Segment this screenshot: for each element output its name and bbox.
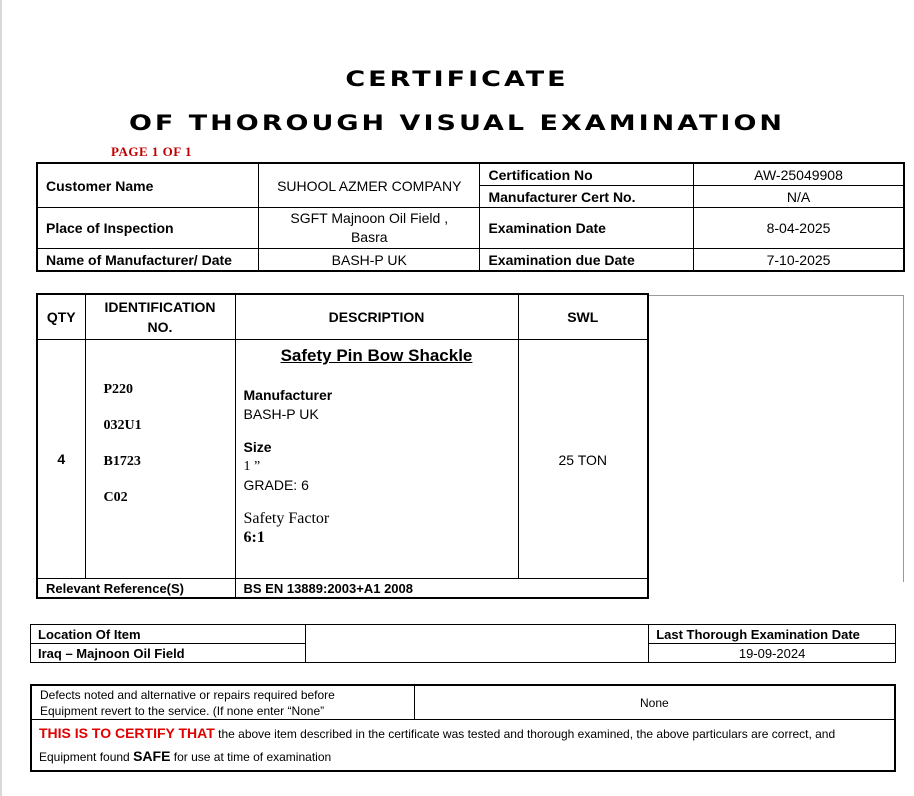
examination-due-date-label: Examination due Date	[480, 249, 694, 272]
item-title: Safety Pin Bow Shackle	[280, 346, 473, 365]
examination-due-date-value: 7-10-2025	[694, 249, 904, 272]
location-value: Iraq – Majnoon Oil Field	[31, 644, 306, 663]
last-exam-label: Last Thorough Examination Date	[649, 625, 896, 644]
certification-no-value: AW-25049908	[694, 163, 904, 186]
certification-statement	[31, 720, 895, 772]
customer-name-label: Customer Name	[37, 163, 259, 208]
place-line-1: SGFT Majnoon Oil Field ,	[290, 210, 449, 226]
description-cell	[235, 340, 518, 579]
location-label: Location Of Item	[31, 625, 306, 644]
page-number: PAGE 1 OF 1	[111, 144, 192, 159]
certificate-info-table	[36, 162, 905, 272]
manufacturer-label: Manufacturer	[243, 387, 333, 403]
qty-value: 4	[37, 340, 85, 579]
certify-text-2: for use at time of examination	[170, 750, 332, 764]
last-exam-value: 19-09-2024	[649, 644, 896, 663]
identification-no-3: B1723	[103, 454, 141, 469]
examination-date-label: Examination Date	[480, 208, 694, 249]
place-line-2: Basra	[350, 229, 388, 245]
manufacturer-name-value: BASH-P UK	[259, 249, 480, 272]
identification-header	[85, 294, 235, 340]
size-value: 1 ”	[243, 459, 261, 474]
safety-factor-label: Safety Factor	[243, 510, 330, 527]
swl-value: 25 TON	[518, 340, 648, 579]
defects-label	[31, 685, 414, 720]
swl-header: SWL	[518, 294, 648, 340]
manufacturer-value: BASH-P UK	[243, 406, 319, 422]
certificate-subtitle: OF THOROUGH VISUAL EXAMINATION	[128, 111, 786, 136]
qty-header: QTY	[37, 294, 85, 340]
identification-header-line-1: IDENTIFICATION	[104, 299, 216, 315]
certify-lead: THIS IS TO CERTIFY THAT	[39, 725, 215, 741]
manufacturer-name-label: Name of Manufacturer/ Date	[37, 249, 259, 272]
defects-table	[30, 684, 896, 772]
identification-no-4: C02	[103, 490, 128, 505]
identification-list	[85, 340, 235, 579]
certify-text-1: the above item described in the certificate was tested and thorough examined, the above particulars are correct, and Equipment found	[39, 727, 836, 764]
manufacturer-cert-label: Manufacturer Cert No.	[480, 186, 694, 208]
identification-no-1: P220	[103, 382, 134, 397]
defects-label-line-2: Equipment revert to the service. (If none enter “None”	[40, 703, 325, 718]
certificate-title: CERTIFICATE	[345, 67, 569, 92]
place-of-inspection-value	[259, 208, 480, 249]
defects-label-line-1: Defects noted and alternative or repairs required before	[40, 687, 335, 702]
items-table	[36, 293, 649, 599]
identification-no-2: 032U1	[103, 418, 142, 433]
examination-date-value: 8-04-2025	[694, 208, 904, 249]
certify-safe: SAFE	[133, 748, 171, 764]
relevant-reference-value: BS EN 13889:2003+A1 2008	[235, 579, 648, 599]
location-table	[30, 624, 896, 663]
empty-side-cell	[648, 295, 904, 582]
safety-factor-value: 6:1	[243, 529, 265, 546]
size-label: Size	[243, 439, 272, 455]
customer-name-value: SUHOOL AZMER COMPANY	[259, 163, 480, 208]
location-blank-cell	[305, 625, 649, 663]
certification-no-label: Certification No	[480, 163, 694, 186]
manufacturer-cert-value: N/A	[694, 186, 904, 208]
description-header: DESCRIPTION	[235, 294, 518, 340]
place-of-inspection-label: Place of Inspection	[37, 208, 259, 249]
relevant-reference-label: Relevant Reference(S)	[37, 579, 235, 599]
identification-header-line-2: NO.	[147, 319, 173, 335]
grade-value: GRADE: 6	[243, 477, 309, 493]
defects-value: None	[414, 685, 895, 720]
